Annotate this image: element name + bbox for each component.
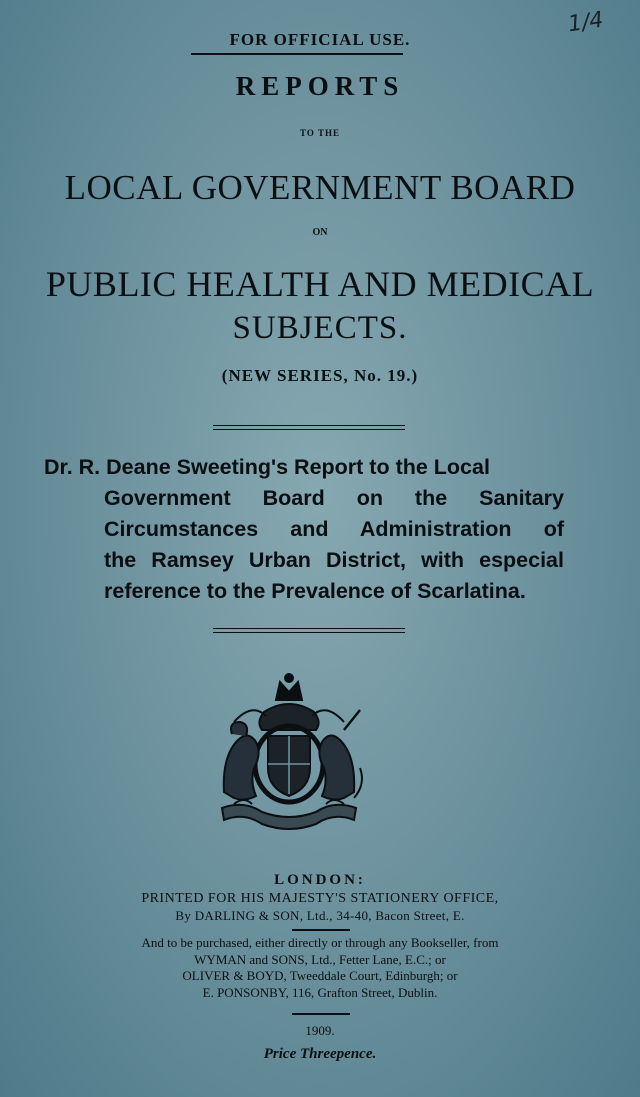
divider-rule bbox=[213, 628, 405, 633]
purchase-line-3: OLIVER & BOYD, Tweeddale Court, Edinburgh; or bbox=[182, 968, 458, 983]
royal-coat-of-arms-icon bbox=[204, 672, 374, 837]
report-title-line-3: Circumstances and Administration of bbox=[104, 517, 564, 541]
report-title-line-5: reference to the Prevalence of Scarlatina. bbox=[104, 579, 526, 603]
official-use-underline bbox=[191, 53, 403, 55]
to-the-text: TO THE bbox=[300, 128, 340, 138]
report-title-line-1: Dr. R. Deane Sweeting's Report to the Local bbox=[44, 455, 490, 479]
report-title bbox=[44, 452, 564, 607]
board-name: LOCAL GOVERNMENT BOARD bbox=[64, 168, 576, 207]
report-title-line-2: Government Board on the Sanitary bbox=[104, 486, 564, 510]
report-title-line-4: the Ramsey Urban District, with especial bbox=[104, 548, 564, 572]
series-number: (NEW SERIES, No. 19.) bbox=[221, 366, 419, 385]
official-use-heading: FOR OFFICIAL USE. bbox=[229, 30, 411, 49]
purchase-line-1: And to be purchased, either directly or through any Bookseller, from bbox=[141, 935, 499, 950]
imprint-rule bbox=[292, 929, 350, 931]
price: Price Threepence. bbox=[263, 1046, 377, 1062]
subject-line-1: PUBLIC HEALTH AND MEDICAL bbox=[45, 264, 595, 304]
imprint-printed-for: PRINTED FOR HIS MAJESTY'S STATIONERY OFFICE, bbox=[141, 891, 499, 906]
on-text: ON bbox=[312, 227, 328, 238]
imprint-printer: By DARLING & SON, Ltd., 34-40, Bacon Street, E. bbox=[175, 908, 465, 923]
handwritten-annotation: 1/4 bbox=[566, 7, 605, 38]
year-rule bbox=[292, 1013, 350, 1015]
divider-rule bbox=[213, 425, 405, 430]
publication-year: 1909. bbox=[305, 1023, 335, 1038]
purchase-line-2: WYMAN and SONS, Ltd., Fetter Lane, E.C.; or bbox=[194, 951, 446, 967]
purchase-notice bbox=[0, 935, 640, 1001]
purchase-line-4: E. PONSONBY, 116, Grafton Street, Dublin. bbox=[202, 984, 438, 1000]
imprint-city: LONDON: bbox=[274, 872, 366, 888]
reports-heading: REPORTS bbox=[235, 71, 405, 101]
subject-line-2: SUBJECTS. bbox=[232, 310, 408, 346]
